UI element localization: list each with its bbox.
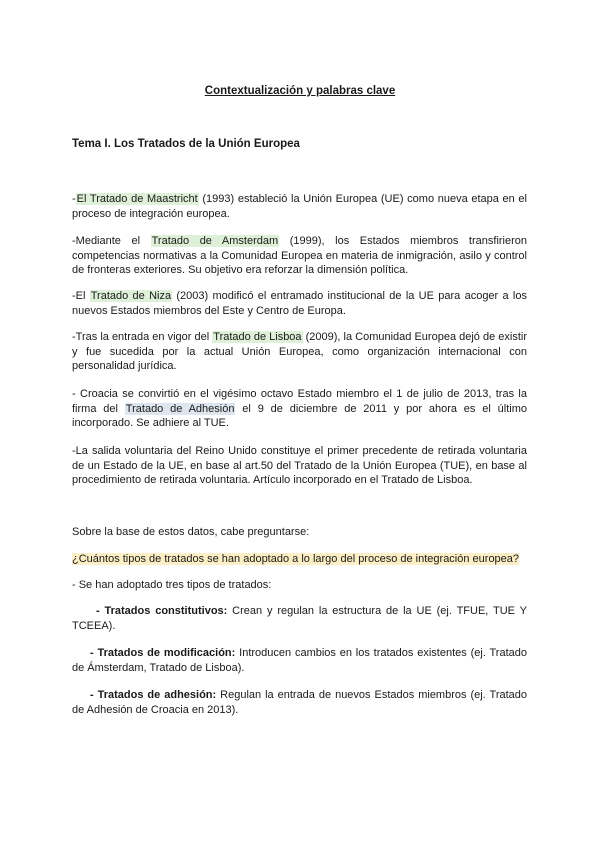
treaty-term-lisboa: Tratado de Lisboa (213, 331, 302, 343)
paragraph-text: (1999), los Estados miembros transfirieron competencias normativas a la Comunidad Europea en materia de inmigración, asilo y control de fronteras exteriores. Su objetivo era reforzar la dimensión política. (72, 235, 528, 277)
paragraph-text: (2003) modificó el entramado institucional de la UE para acoger a los nuevos Estados miembros del Este y Centro de Europa. (72, 290, 527, 317)
section-title: Tema I. Los Tratados de la Unión Europea (72, 138, 300, 150)
answer-intro: - Se han adoptado tres tipos de tratados: (72, 579, 272, 591)
treaty-type-adhesion (72, 688, 527, 717)
treaty-type-modificacion (72, 646, 527, 675)
treaty-term-maastricht: El Tratado de Maastricht (76, 193, 198, 205)
key-question (72, 552, 527, 567)
treaty-term-adhesion: Tratado de Adhesión (125, 402, 235, 415)
treaty-type-desc: Regulan la entrada de nuevos Estados miembros (ej. Tratado de Adhesión de Croacia en 2013). (72, 689, 528, 716)
treaty-type-label: - Tratados de adhesión: (90, 689, 217, 701)
paragraph-prefix: -Mediante el (72, 235, 151, 247)
paragraph-prefix: -Tras la entrada en vigor del (72, 331, 213, 343)
paragraph-niza (72, 289, 527, 318)
paragraph-prefix: - Croacia se convirtió en el vigésimo octavo Estado miembro el 1 de julio de 2013, tras la firma del (72, 388, 527, 415)
paragraph-text: (1993) estableció la Unión Europea (UE) como nueva etapa en el proceso de integración europea. (72, 193, 527, 220)
treaty-type-label: - Tratados constitutivos: (96, 605, 228, 617)
paragraph-croacia (72, 387, 527, 431)
treaty-type-desc: Crean y regulan la estructura de la UE (ej. TFUE, TUE Y TCEEA). (72, 605, 527, 632)
paragraph-text: el 9 de diciembre de 2011 y por ahora es el último incorporado. Se adhiere al TUE. (72, 402, 527, 430)
treaty-type-desc: Introducen cambios en los tratados existentes (ej. Tratado de Ámsterdam, Tratado de Lisboa). (72, 647, 527, 674)
paragraph-maastricht (72, 192, 527, 221)
intro-question: Sobre la base de estos datos, cabe preguntarse: (72, 526, 310, 538)
paragraph-prefix: -El (72, 290, 90, 302)
paragraph-text: (2009), la Comunidad Europea dejó de existir y fue sucedida por la actual Unión Europea, como organización internacional con personalidad jurídica. (72, 331, 528, 373)
treaty-term-amsterdam: Tratado de Amsterdam (151, 235, 279, 247)
paragraph-prefix: - (72, 193, 76, 205)
paragraph-reino-unido: -La salida voluntaria del Reino Unido constituye el primer precedente de retirada voluntaria de un Estado de la UE, en base al art.50 del Tratado de la Unión Europea (TUE), en base al procedimiento de retirada voluntaria. Artículo incorporado en el Tratado de Lisboa. (72, 445, 527, 487)
question-highlight: ¿Cuántos tipos de tratados se han adoptado a lo largo del proceso de integración europea? (72, 553, 520, 565)
page-title: Contextualización y palabras clave (204, 85, 396, 97)
treaty-type-constitutivos (72, 604, 527, 633)
treaty-type-label: - Tratados de modificación: (90, 647, 236, 659)
treaty-term-niza: Tratado de Niza (90, 290, 172, 302)
paragraph-amsterdam (72, 234, 527, 278)
paragraph-lisboa (72, 330, 527, 374)
